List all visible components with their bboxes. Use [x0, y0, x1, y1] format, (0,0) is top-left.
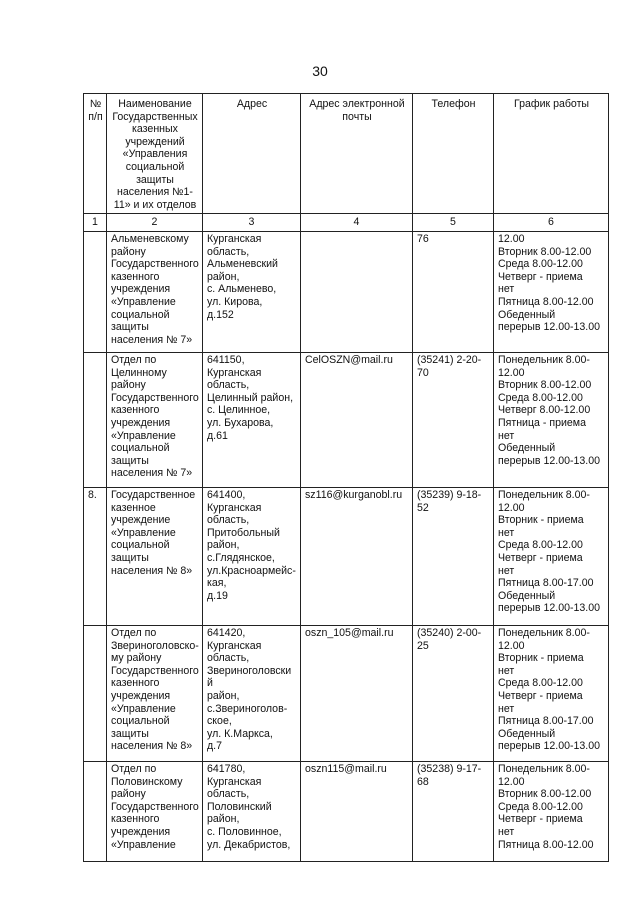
col-header-schedule: График работы — [494, 94, 609, 214]
institution-schedule: Понедельник 8.00- 12.00 Вторник - приема нет Среда 8.00-12.00 Четверг - приема нет Пятница 8.00-17.00 Обеденный перерыв 12.00-13.00 — [494, 625, 609, 761]
row-number — [84, 231, 107, 352]
table-row — [84, 625, 609, 761]
institution-address: 641420, Курганская область, Звериноголовский район, с.Звериноголов- ское, ул. К.Маркса, д.7 — [203, 625, 301, 761]
row-number — [84, 625, 107, 761]
institutions-table — [83, 93, 609, 862]
page-number: 30 — [312, 63, 328, 79]
col-header-address: Адрес — [203, 94, 301, 214]
institution-name: Отдел по Половинскому району Государственного казенного учреждения «Управление — [107, 761, 203, 861]
col-header-phone: Телефон — [413, 94, 494, 214]
institution-email: oszn_105@mail.ru — [301, 625, 413, 761]
table-row — [84, 352, 609, 487]
institution-address: 641150, Курганская область, Целинный район, с. Целинное, ул. Бухарова, д.61 — [203, 352, 301, 487]
institution-schedule: 12.00 Вторник 8.00-12.00 Среда 8.00-12.00 Четверг - приема нет Пятница 8.00-12.00 Обеденный перерыв 12.00-13.00 — [494, 231, 609, 352]
institution-phone: (35240) 2-00- 25 — [413, 625, 494, 761]
institution-email: CelOSZN@mail.ru — [301, 352, 413, 487]
column-number: 1 — [84, 214, 107, 232]
institution-phone: (35241) 2-20- 70 — [413, 352, 494, 487]
institution-email: oszn115@mail.ru — [301, 761, 413, 861]
column-number: 3 — [203, 214, 301, 232]
column-number: 2 — [107, 214, 203, 232]
institution-name: Отдел по Звериноголовско- му району Государственного казенного учреждения «Управление социальной защиты населения № 8» — [107, 625, 203, 761]
row-number — [84, 761, 107, 861]
institution-email — [301, 231, 413, 352]
institution-schedule: Понедельник 8.00- 12.00 Вторник - приема нет Среда 8.00-12.00 Четверг - приема нет Пятница 8.00-17.00 Обеденный перерыв 12.00-13.00 — [494, 487, 609, 625]
institution-phone: (35239) 9-18- 52 — [413, 487, 494, 625]
table-row — [84, 487, 609, 625]
institution-name: Государственное казенное учреждение «Управление социальной защиты населения № 8» — [107, 487, 203, 625]
institution-address: 641780, Курганская область, Половинский район, с. Половинное, ул. Декабристов, — [203, 761, 301, 861]
table-header-row — [84, 94, 609, 214]
institution-name: Отдел по Целинному району Государственного казенного учреждения «Управление социальной защиты населения № 7» — [107, 352, 203, 487]
institution-name: Альменевскому району Государственного казенного учреждения «Управление социальной защиты населения № 7» — [107, 231, 203, 352]
institution-phone: (35238) 9-17- 68 — [413, 761, 494, 861]
column-number: 6 — [494, 214, 609, 232]
col-header-email: Адрес электронной почты — [301, 94, 413, 214]
row-number: 8. — [84, 487, 107, 625]
table-row — [84, 231, 609, 352]
row-number — [84, 352, 107, 487]
table-row — [84, 761, 609, 861]
col-header-number: № п/п — [84, 94, 107, 214]
col-header-name: Наименование Государственных казенных учреждений «Управления социальной защиты населения №1- 11» и их отделов — [107, 94, 203, 214]
institution-address: Курганская область, Альменевский район, с. Альменево, ул. Кирова, д.152 — [203, 231, 301, 352]
institution-schedule: Понедельник 8.00- 12.00 Вторник 8.00-12.00 Среда 8.00-12.00 Четверг 8.00-12.00 Пятница - приема нет Обеденный перерыв 12.00-13.00 — [494, 352, 609, 487]
column-number: 5 — [413, 214, 494, 232]
column-number: 4 — [301, 214, 413, 232]
institution-email: sz116@kurganobl.ru — [301, 487, 413, 625]
institution-phone: 76 — [413, 231, 494, 352]
institution-address: 641400, Курганская область, Притобольный район, с.Глядянское, ул.Красноармейс- кая, д.19 — [203, 487, 301, 625]
column-number-row — [84, 214, 609, 232]
institution-schedule: Понедельник 8.00- 12.00 Вторник 8.00-12.00 Среда 8.00-12.00 Четверг - приема нет Пятница 8.00-12.00 — [494, 761, 609, 861]
